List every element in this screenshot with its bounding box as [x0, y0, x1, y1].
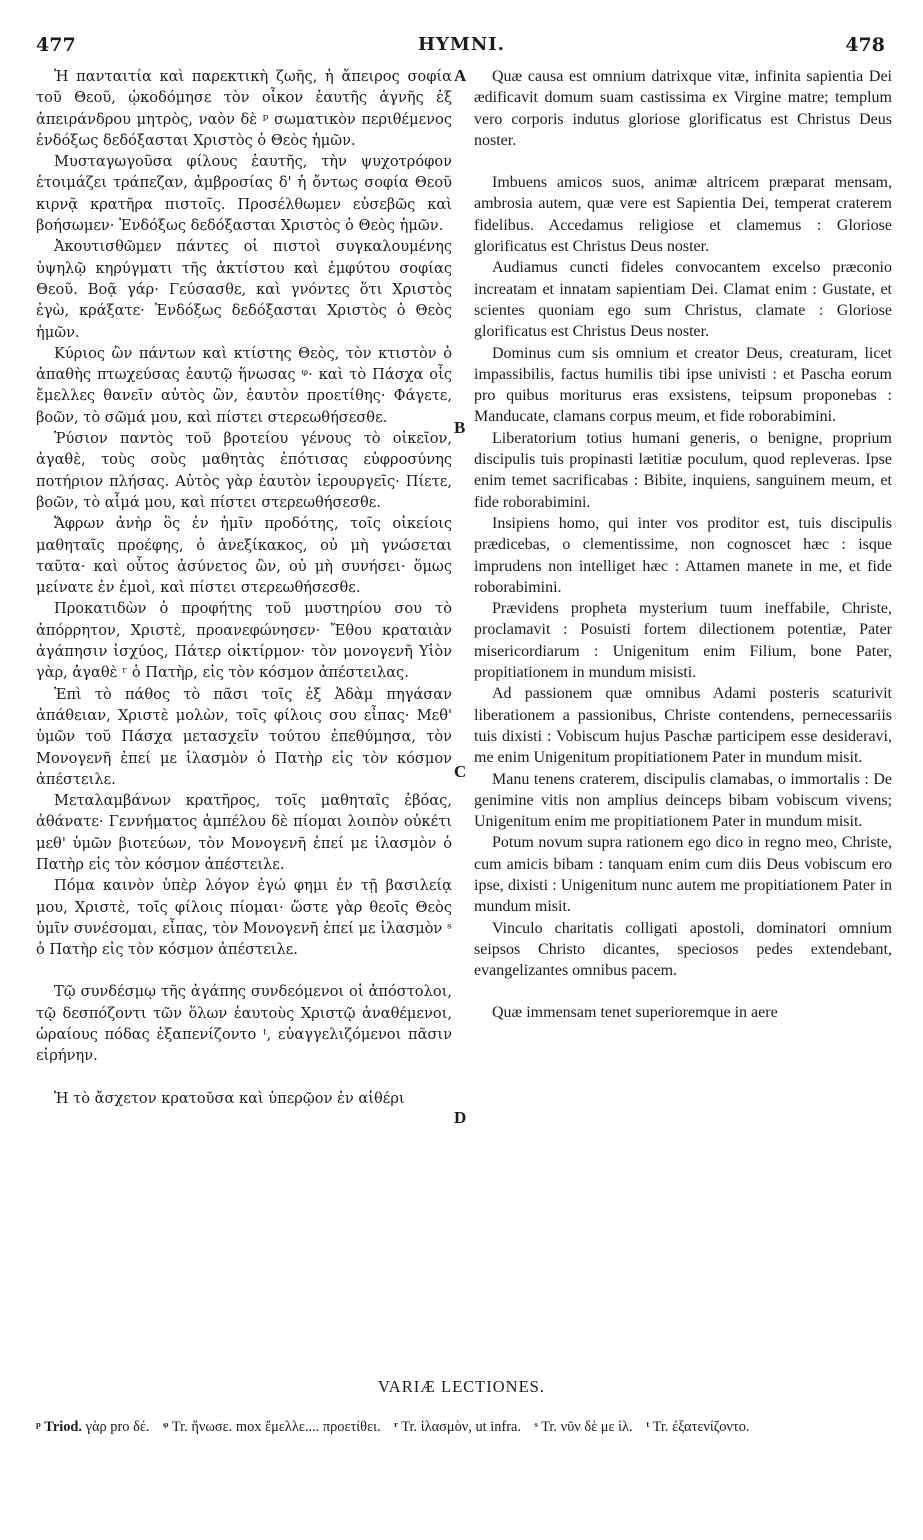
- greek-stanza-4: Κύριος ὢν πάντων καὶ κτίστης Θεὸς, τὸν κτιστὸν ὁ ἀπαθὴς πτωχεύσας ἑαυτῷ ἥνωσας ᵠ· καὶ τὸ Πάσχα οἷς ἔμελλες θανεῖν αὐτὸς ὢν, ἑαυτὸν προετίθης· Φάγετε, βοῶν, τὸ σῶμά μου, καὶ πίστει στερεωθήσεσθε.: [36, 344, 452, 426]
- running-title: HYMNI.: [418, 34, 505, 55]
- variant-note: ᵗ Tr. ἐξατενίζοντο.: [646, 1419, 750, 1435]
- latin-stanza-12: Quæ immensam tenet superioremque in aere: [492, 1004, 778, 1022]
- latin-stanza-6: Insipiens homo, qui inter vos proditor est, tuis discipulis prædicebas, o clementissime, non cognoscet hæc : isque imprudens non intelliget hæc : Attamen manete in me, et fide roborabimini.: [474, 514, 892, 596]
- variae-lectiones-notes: [36, 1417, 894, 1438]
- latin-stanza-3: Audiamus cuncti fideles convocantem excelso præconio increatam et innatam sapientiam Dei. Clamat enim : Gustate, et scientes quoniam ego sum Christus, clamate : Gloriose glorificatus est Christus Deus noster.: [474, 259, 892, 341]
- margin-letter-b: B: [454, 418, 466, 437]
- page-header: [0, 34, 923, 60]
- latin-stanza-8: Ad passionem quæ omnibus Adami posteris scaturivit liberationem a passionibus, Christe contendens, pernecessariis tuis dixisti : Vobiscum hujus Paschæ participem esse desideravi, me enim Unigenitum propitiationem Pater in mundum misit.: [474, 685, 892, 767]
- greek-stanza-9: Μεταλαμβάνων κρατῆρος, τοῖς μαθηταῖς ἐβόας, ἀθάνατε· Γεννήματος ἀμπέλου δὲ πίομαι λοιπὸν οὐκέτι μεθ' ὑμῶν βιοτεύων, τὸν Μονογενῆ ἐπεί με ἱλασμὸν ὁ Πατὴρ εἰς τὸν κόσμον ἀπέστειλε.: [36, 792, 452, 873]
- greek-stanza-7: Προκατιδὼν ὁ προφήτης τοῦ μυστηρίου σου τὸ ἀπόρρητον, Χριστὲ, προανεφώνησεν· Ἔθου κραταιὰν ἀγάπησιν ἰσχύος, Πάτερ οἰκτίρμον· τὸν μονογενῆ Υἱὸν γὰρ, ἀγαθὲ ʳ ὁ Πατὴρ, εἰς τὸν κόσμον ἀπέστειλας.: [36, 600, 452, 682]
- latin-stanza-1: Quæ causa est omnium datrixque vitæ, infinita sapientia Dei ædificavit domum suam castissima ex Virgine matre; templum vero corporis indutus gloriose glorificatus est Christus Deus noster.: [474, 68, 892, 149]
- greek-stanza-3: Ἀκουτισθῶμεν πάντες οἱ πιστοὶ συγκαλουμένης ὑψηλῷ κηρύγματι τῆς ἀκτίστου καὶ ἐμφύτου σοφίας Θεοῦ. Βοᾷ γάρ· Γεύσασθε, καὶ γνόντες ὅτι Χριστὸς ἐγὼ, κράξατε· Ἐνδόξως δεδόξασται Χριστὸς ὁ Θεὸς ἡμῶν.: [36, 238, 452, 341]
- latin-stanza-4: Dominus cum sis omnium et creator Deus, creaturam, licet impassibilis, factus humilis tibi ipse univisti : et Pascha eorum pro quibus moriturus eras exsistens, teipsum proponebas : Manducate, clamans corpus meum, et fide roborabimini.: [474, 344, 892, 426]
- latin-stanza-9: Manu tenens craterem, discipulis clamabas, o immortalis : De genimine vitis non amplius deinceps bibam vobiscum vivens; Unigenitum enim me propitiationem Pater in mundum misit.: [474, 770, 892, 831]
- margin-letter-d: D: [454, 1108, 467, 1127]
- variant-note: ᵖ Triod. γὰρ pro δέ.: [36, 1419, 150, 1435]
- variant-note: ʳ Tr. ἱλασμὸν, ut infra.: [394, 1419, 522, 1435]
- greek-stanza-10: Πόμα καινὸν ὑπὲρ λόγον ἐγώ φημι ἐν τῇ βασιλείᾳ μου, Χριστὲ, τοῖς φίλοις πίομαι· ὥστε γὰρ θεοῖς Θεὸς ὑμῖν συνέσομαι, εἶπας, τὸν Μονογενῆ ἐπεί με ἱλασμὸν ˢ ὁ Πατὴρ εἰς τὸν κόσμον ἀπέστειλε.: [36, 877, 452, 959]
- page-number-left: 477: [36, 34, 76, 56]
- greek-column: [36, 66, 452, 1109]
- latin-column: [474, 66, 892, 1024]
- latin-stanza-10: Potum novum supra rationem ego dico in regno meo, Christe, cum amicis bibam : tanquam enim cum diis Deus vobiscum ero ipse, dixisti : Unigenitum nunc autem me propitiationem Pater in mundum misit.: [474, 834, 892, 916]
- page-number-right: 478: [845, 34, 885, 56]
- greek-stanza-5: Ῥύσιον παντὸς τοῦ βροτείου γένους τὸ οἰκεῖον, ἀγαθὲ, τοὺς σοὺς μαθητὰς ἐπότισας εὐφροσύνης ποτήριον πλήσας. Αὐτὸς γὰρ ἑαυτὸν ἱερουργεῖς· Πίετε, βοῶν, τὸ αἷμά μου, καὶ πίστει στερεωθήσεσθε.: [36, 430, 452, 511]
- margin-letter-c: C: [454, 762, 467, 781]
- greek-stanza-1: Ἡ πανταιτία καὶ παρεκτικὴ ζωῆς, ἡ ἄπειρος σοφία τοῦ Θεοῦ, ᾠκοδόμησε τὸν οἶκον ἑαυτῆς ἁγνῆς ἐξ ἀπειράνδρου μητρὸς, ναὸν δὲ ᵖ σωματικὸν περιθέμενος ἐνδόξως δεδόξασται Χριστὸς ὁ Θεὸς ἡμῶν.: [36, 68, 452, 149]
- latin-stanza-11: Vinculo charitatis colligati apostoli, dominatori omnium seipsos Christo dicantes, speciosos pedes extendebant, evangelizantes omnibus pacem.: [474, 919, 892, 980]
- margin-letter-a: A: [454, 66, 467, 85]
- greek-stanza-12: Ἡ τὸ ἄσχετον κρατοῦσα καὶ ὑπερῷον ἐν αἰθέρι: [54, 1089, 405, 1107]
- latin-stanza-2: Imbuens amicos suos, animæ altricem præparat mensam, ambrosia autem, quæ vere est Sapientia Dei, temperat craterem fidelibus. Accedamus religiose et clamemus : Gloriose glorificatus est Christus Deus noster.: [474, 174, 892, 256]
- variant-note: ᵠ Tr. ἥνωσε. mox ἔμελλε.... προετίθει.: [163, 1419, 381, 1435]
- greek-stanza-8: Ἐπὶ τὸ πάθος τὸ πᾶσι τοῖς ἐξ Ἀδὰμ πηγάσαν ἀπάθειαν, Χριστὲ μολὼν, τοῖς φίλοις σου εἶπας· Μεθ' ὑμῶν τοῦ Πάσχα μετασχεῖν τούτου ἐπεθύμησα, τὸν Μονογενῆ ἐπεί με ἱλασμὸν ὁ Πατὴρ εἰς τὸν κόσμον ἀπέστειλε.: [36, 685, 452, 788]
- greek-stanza-11: Τῷ συνδέσμῳ τῆς ἀγάπης συνδεόμενοι οἱ ἀπόστολοι, τῷ δεσπόζοντι τῶν ὅλων ἑαυτοὺς Χριστῷ ἀναθέμενοι, ὡραίους πόδας ἐξαπενίζοντο ᵗ, εὐαγγελιζόμενοι πᾶσιν εἰρήνην.: [36, 983, 452, 1065]
- latin-stanza-7: Prævidens propheta mysterium tuum ineffabile, Christe, proclamavit : Posuisti fortem dilectionem potentiæ, Pater misericordiarum : Unigenitum enim Filium, bone Pater, propitiationem in mundum misisti.: [474, 600, 892, 682]
- greek-stanza-2: Μυσταγωγοῦσα φίλους ἑαυτῆς, τὴν ψυχοτρόφον ἑτοιμάζει τράπεζαν, ἀμβροσίας δ' ἡ ὄντως σοφία Θεοῦ κιρνᾷ κρατῆρα πιστοῖς. Προσέλθωμεν εὐσεβῶς καὶ βοήσωμεν· Ἐνδόξως δεδόξασται Χριστὸς ὁ Θεὸς ἡμῶν.: [36, 153, 452, 235]
- greek-stanza-6: Ἄφρων ἀνὴρ ὃς ἐν ἡμῖν προδότης, τοῖς οἰκείοις μαθηταῖς προέφης, ὁ ἀνεξίκακος, οὐ μὴ γνώσεται ταῦτα· καὶ οὗτος ἀσύνετος ὢν, οὐ μὴ συνήσει· ὅμως μείνατε ἐν ἐμοὶ, καὶ πίστει στερεωθήσεσθε.: [36, 515, 452, 597]
- variae-lectiones-title: VARIÆ LECTIONES.: [378, 1377, 545, 1396]
- variant-note: ˢ Tr. νῦν δὲ με ἱλ.: [534, 1419, 633, 1435]
- latin-stanza-5: Liberatorium totius humani generis, o benigne, proprium discipulis tuis propinasti lætitiæ poculum, quod repleveras. Ipse enim temet sacrificabas : Bibite, inquiens, sanguinem meum, et fide roborabimini.: [474, 429, 892, 511]
